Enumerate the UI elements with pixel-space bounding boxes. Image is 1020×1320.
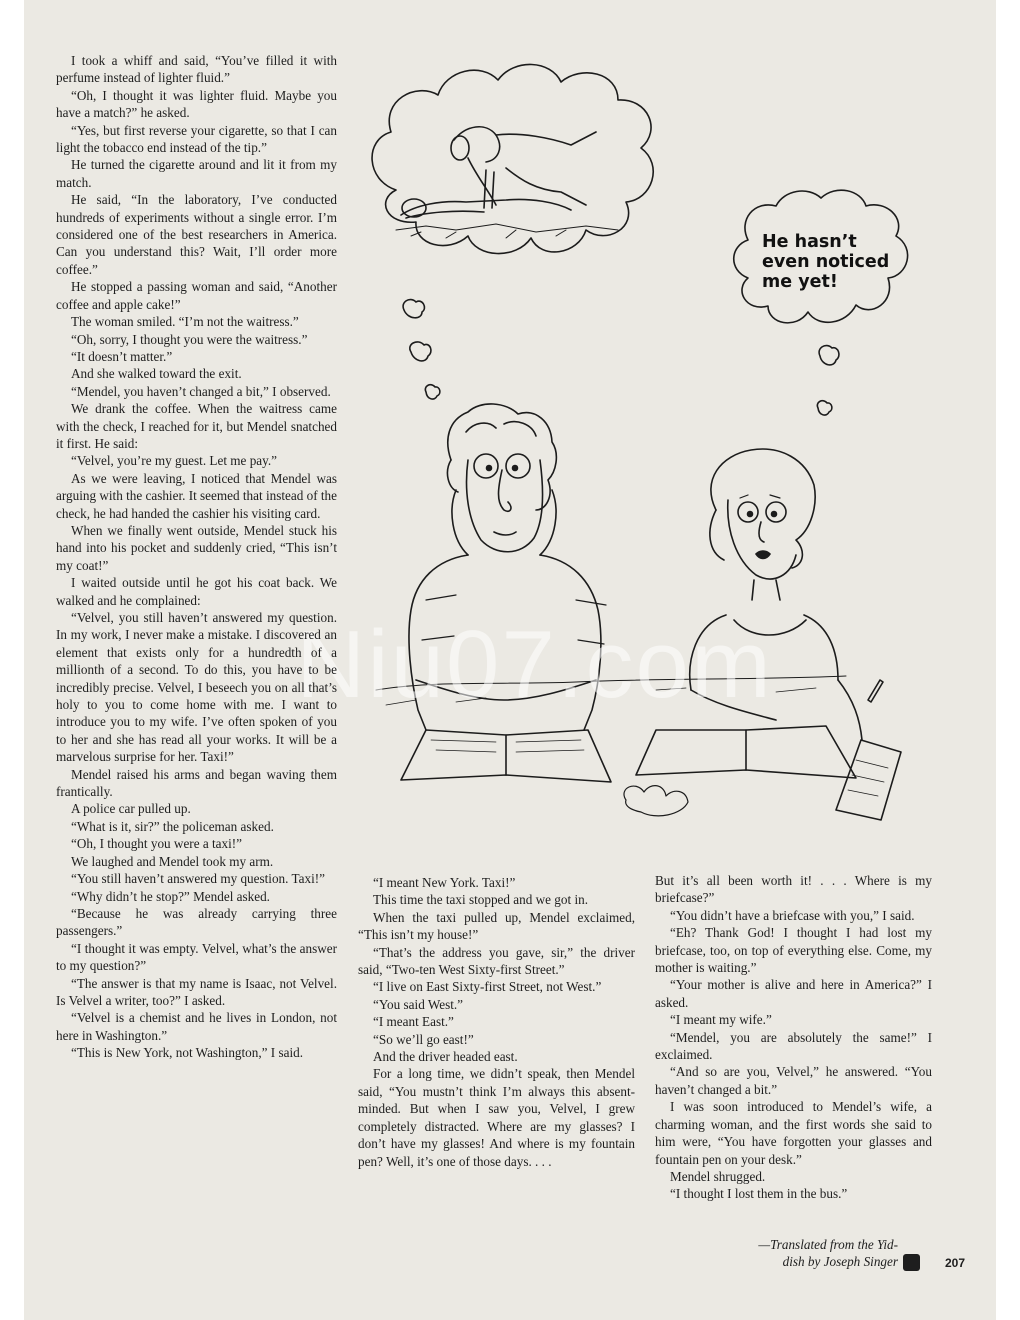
paragraph: He stopped a passing woman and said, “Another coffee and apple cake!” (56, 279, 337, 312)
paragraph: “Velvel is a chemist and he lives in London, not here in Washington.” (56, 1010, 337, 1043)
article-column-left (56, 52, 337, 1062)
paragraph: A police car pulled up. (71, 801, 191, 817)
paragraph: He said, “In the laboratory, I’ve conducted hundreds of experiments without a single error. I’m considered one of the best researchers in America. Can you understand this? Wait, I’ll order more coffee.” (56, 192, 337, 277)
paragraph: And the driver headed east. (373, 1049, 518, 1065)
paragraph: “What is it, sir?” the policeman asked. (71, 818, 274, 834)
paragraph: “Your mother is alive and here in America?” I asked. (655, 977, 932, 1010)
paragraph: “The answer is that my name is Isaac, not Velvel. Is Velvel a writer, too?” I asked. (56, 975, 337, 1008)
paragraph: I waited outside until he got his coat back. We walked and he complained: (56, 575, 337, 608)
paragraph: “Eh? Thank God! I thought I had lost my briefcase, too, on top of everything else. Come, my mother is waiting.” (655, 925, 932, 976)
bubble-line: He hasn’t (762, 232, 857, 252)
paragraph: As we were leaving, I noticed that Mendel was arguing with the cashier. It seemed that instead of the check, he had handed the cashier his visiting card. (56, 470, 338, 521)
paragraph: “You didn’t have a briefcase with you,” I said. (670, 907, 915, 923)
paragraph: “Oh, I thought it was lighter fluid. Maybe you have a match?” he asked. (56, 87, 337, 121)
paragraph: “Yes, but first reverse your cigarette, so that I can light the tobacco end instead of the tip.” (56, 122, 337, 156)
paragraph: “I live on East Sixty-first Street, not West.” (373, 979, 602, 995)
paragraph: And she walked toward the exit. (71, 366, 242, 382)
paragraph: “Mendel, you are absolutely the same!” I exclaimed. (655, 1029, 932, 1063)
paragraph: “I meant East.” (373, 1014, 454, 1030)
thought-bubble-caption (762, 232, 912, 292)
artist-signature (624, 786, 688, 816)
bubble-line: me yet! (762, 272, 838, 292)
paragraph: “You said West.” (373, 996, 464, 1012)
paragraph: “Velvel, you still haven’t answered my question. In my work, I never make a mistake. I discovered an element that exists only for a hundredth of a millionth of a second. To do this, you have to be incredibly precise. Velvel, I beseech you on all that’s holy to you to come home with me. I want to introduce you to my wife. I’ve often spoken of you to her and she has read all your works. It will be a marvelous surprise for her. Taxi!” (56, 610, 337, 765)
paragraph: “So we’ll go east!” (373, 1031, 474, 1047)
paragraph: We laughed and Mendel took my arm. (71, 853, 274, 869)
translator-credit (686, 1236, 898, 1271)
paragraph: “Why didn’t he stop?” Mendel asked. (71, 888, 270, 904)
paragraph: Mendel shrugged. (670, 1168, 766, 1184)
article-column-middle (358, 874, 635, 1170)
paragraph: “And so are you, Velvel,” he answered. “You haven’t changed a bit.” (655, 1064, 932, 1097)
paragraph: “I meant New York. Taxi!” (373, 875, 516, 890)
paragraph: He turned the cigarette around and lit it from my match. (56, 157, 337, 190)
paragraph: The woman smiled. “I’m not the waitress.” (71, 314, 299, 330)
paragraph: “You still haven’t answered my question. Taxi!” (71, 871, 325, 887)
paragraph: For a long time, we didn’t speak, then Mendel said, “You mustn’t think I’m always this absent-minded. But when I saw you, Velvel, I grew completely distracted. Where are my glasses? I don’t have my glasses! And where is my fountain pen? Well, it’s one of those days. . . . (358, 1066, 635, 1169)
paragraph: “Oh, sorry, I thought you were the waitress.” (71, 331, 308, 347)
bubble-line: even noticed (762, 252, 890, 272)
paragraph: Mendel raised his arms and began waving them frantically. (56, 766, 337, 800)
credit-line: —Translated from the Yid- (758, 1237, 898, 1252)
paragraph: When we finally went outside, Mendel stuck his hand into his pocket and suddenly cried, “This isn’t my coat!” (56, 522, 337, 573)
paragraph: I was soon introduced to Mendel’s wife, a charming woman, and the first words she said to him were, “You have forgotten your glasses and fountain pen on your desk.” (655, 1099, 932, 1167)
paragraph: “That’s the address you gave, sir,” the driver said, “Two-ten West Sixty-first Street.” (358, 944, 635, 978)
paragraph: “It doesn’t matter.” (71, 348, 173, 364)
paragraph: “Oh, I thought you were a taxi!” (71, 836, 243, 852)
paragraph: But it’s all been worth it! . . . Where is my briefcase?” (655, 873, 932, 906)
page-number: 207 (945, 1256, 966, 1270)
paragraph: “This is New York, not Washington,” I said. (71, 1045, 304, 1061)
paragraph: This time the taxi stopped and we got in. (373, 892, 588, 908)
paragraph: I took a whiff and said, “You’ve filled it with perfume instead of lighter fluid.” (56, 53, 337, 86)
article-column-right (655, 872, 932, 1203)
magazine-logo-icon (903, 1254, 920, 1271)
paragraph: “Because he was already carrying three passengers.” (56, 905, 337, 939)
paragraph: “Velvel, you’re my guest. Let me pay.” (71, 453, 278, 469)
paragraph: We drank the coffee. When the waitress came with the check, I reached for it, but Mendel snatched it first. He said: (56, 401, 337, 451)
daydream-cloud (372, 64, 653, 253)
watermark: Niu07.com (296, 611, 773, 718)
paragraph: When the taxi pulled up, Mendel exclaimed, “This isn’t my house!” (358, 909, 635, 943)
cartoon-illustration (356, 40, 956, 850)
paragraph: “I thought I lost them in the bus.” (670, 1186, 848, 1202)
paragraph: “I meant my wife.” (670, 1012, 772, 1028)
paragraph: “I thought it was empty. Velvel, what’s the answer to my question?” (56, 940, 337, 974)
paragraph: “Mendel, you haven’t changed a bit,” I observed. (71, 383, 331, 399)
credit-line: dish by Joseph Singer (782, 1254, 898, 1270)
